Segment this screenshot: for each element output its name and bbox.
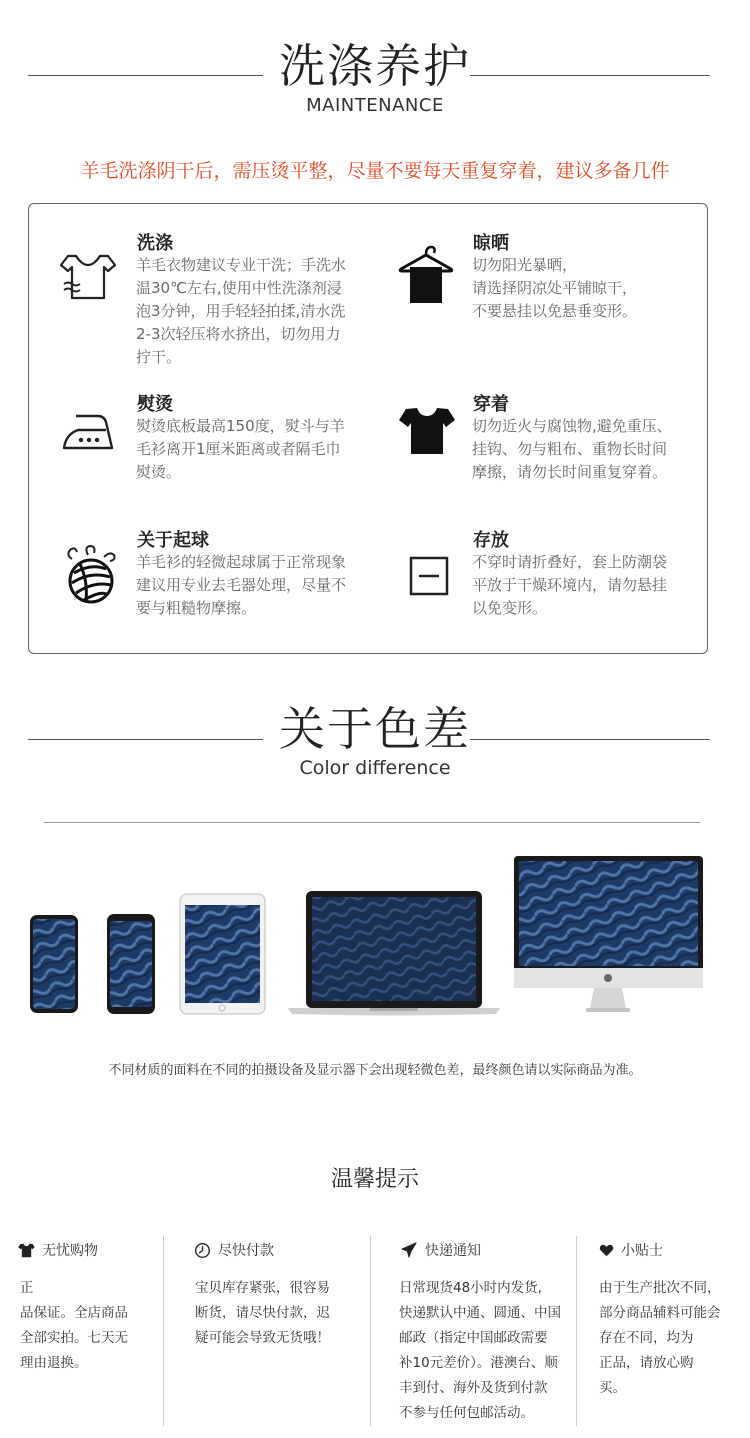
tablet-device	[180, 894, 265, 1014]
tip-header-notes	[599, 1240, 663, 1260]
device-lineup	[0, 850, 750, 1020]
flat-dry-icon	[409, 556, 449, 600]
color-difference-title: 关于色差	[279, 702, 471, 756]
care-title-ironing: 熨烫	[137, 394, 173, 415]
iron-icon	[62, 412, 114, 456]
care-title-storage: 存放	[473, 530, 509, 551]
phone-device	[30, 915, 78, 1013]
care-text-pilling: 羊毛衫的轻微起球属于正常现象 建议用专业去毛器处理，尽量不 要与粗糙物摩擦。	[136, 553, 347, 617]
tip-text-shipping: 日常现货48小时内发货, 快递默认中通、圆通、中国 邮政（指定中国邮政需要 补10元差价）。港澳台、顺 丰到付、海外及货到付款 不参与任何包邮活动。	[399, 1280, 561, 1421]
tips-title: 温馨提示	[330, 1167, 419, 1192]
tip-header-shopping	[18, 1240, 98, 1260]
tip-title: 快递通知	[425, 1243, 481, 1259]
tip-title: 无忧购物	[42, 1243, 98, 1259]
care-title-pilling: 关于起球	[137, 530, 209, 551]
column-divider	[576, 1236, 577, 1426]
tip-title: 小贴士	[621, 1243, 663, 1259]
care-text-drying: 切勿阳光暴晒， 请选择阴凉处平铺晾干， 不要悬挂以免悬垂变形。	[472, 256, 638, 320]
tip-text-payment: 宝贝库存紧张，很容易 断货，请尽快付款，迟 疑可能会导致无货哦！	[195, 1280, 330, 1346]
care-title-washing: 洗涤	[137, 233, 173, 254]
phone-device	[107, 914, 155, 1014]
maintenance-subtitle: MAINTENANCE	[306, 95, 444, 116]
tip-title: 尽快付款	[218, 1243, 274, 1259]
section-divider	[44, 822, 700, 823]
tshirt-icon	[398, 406, 456, 460]
tip-header-payment	[194, 1240, 274, 1260]
tip-text-notes: 由于生产批次不同， 部分商品辅料可能会 存在不同，均为 正品，请放心购 买。	[599, 1280, 721, 1396]
tshirt-icon	[18, 1243, 35, 1258]
heart-icon	[599, 1244, 614, 1257]
color-difference-subtitle: Color difference	[299, 757, 451, 779]
column-divider	[163, 1236, 164, 1426]
column-divider	[370, 1236, 371, 1426]
hanger-dry-icon	[396, 243, 456, 309]
yarn-ball-icon	[64, 545, 118, 609]
desktop-device	[514, 856, 703, 1012]
color-difference-caption: 不同材质的面料在不同的拍摄设备及显示器下会出现轻微色差，最终颜色请以实际商品为准。	[108, 1063, 642, 1078]
care-text-washing: 羊毛衣物建议专业干洗；手洗水 温30℃左右,使用中性洗涤剂浸 泡3分钟，用手轻轻拍揉,清水洗 2-3次轻压将水挤出，切勿用力 拧干。	[136, 256, 347, 366]
tip-text-shopping: 正 品保证。全店商品 全部实拍。七天无 理由退换。	[20, 1280, 128, 1371]
care-text-wearing: 切勿近火与腐蚀物,避免重压、 挂钩、勿与粗布、重物长时间 摩擦，请勿长时间重复穿着。	[472, 417, 672, 481]
laptop-device	[288, 891, 500, 1016]
washing-icon	[58, 253, 118, 305]
care-text-ironing: 熨烫底板最高150度，熨斗与羊 毛衫离开1厘米距离或者隔毛巾 熨烫。	[136, 417, 345, 481]
tip-header-shipping	[400, 1240, 481, 1260]
airplane-icon	[400, 1241, 418, 1259]
care-title-wearing: 穿着	[473, 394, 509, 415]
care-notice: 羊毛洗涤阴干后，需压烫平整，尽量不要每天重复穿着，建议多备几件	[80, 160, 670, 182]
care-text-storage: 不穿时请折叠好，套上防潮袋 平放于干燥环境内，请勿悬挂 以免变形。	[472, 553, 668, 617]
maintenance-title: 洗涤养护	[279, 39, 471, 93]
clock-icon	[194, 1242, 211, 1259]
care-title-drying: 晾晒	[473, 233, 509, 254]
